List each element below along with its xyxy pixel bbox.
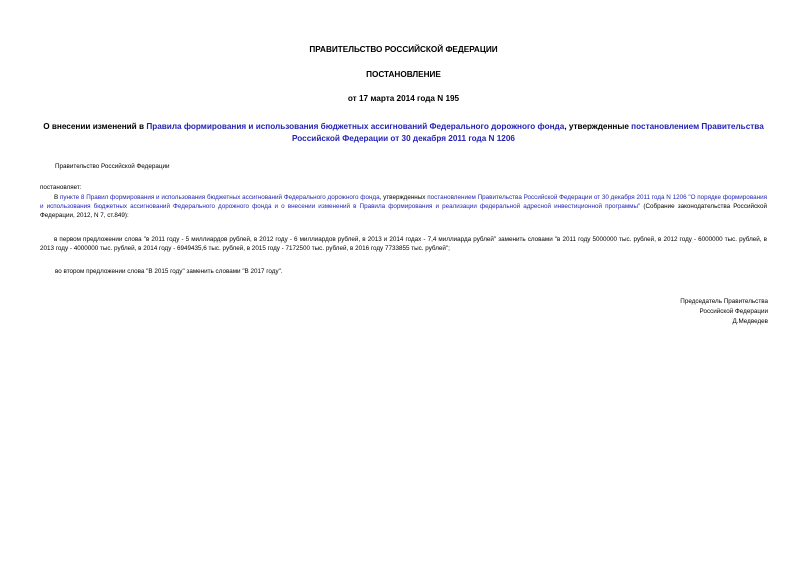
signature-name: Д.Медведев: [732, 317, 768, 325]
document-type-heading: ПОСТАНОВЛЕНИЕ: [366, 70, 441, 79]
main-paragraph: [40, 193, 767, 221]
main-suffix: (Собрание законодательства Российской Федерации, 2012, N 7, ст.849):: [40, 203, 767, 220]
resolution-1206-link[interactable]: постановлением Правительства Российской Федерации от 30 декабря 2011 года N 1206 "О порядке формирования и использования бюджетных ассигнований Федерального дорожного фонда и о внесении изменений в Правила формирования и реализации федеральной адресной инвестиционной программы": [40, 194, 767, 211]
title-prefix: О внесении изменений в: [43, 122, 147, 131]
signature-position-line1: Председатель Правительства: [680, 298, 768, 305]
government-line: Правительство Российской Федерации: [55, 163, 170, 170]
signature-position-line2: Российской Федерации: [699, 307, 768, 315]
resolution-link[interactable]: постановлением Правительства Российской Федерации от 30 декабря 2011 года N 1206: [292, 122, 764, 143]
signature-block: [680, 297, 768, 326]
date-number-heading: от 17 марта 2014 года N 195: [347, 94, 460, 103]
main-prefix: В: [54, 194, 60, 201]
first-sentence-amendment: в первом предложении слова "в 2011 году - 5 миллиардов рублей, в 2012 году - 6 миллиардов рублей, в 2013 и 2014 годах - 7,4 миллиарда рублей" заменить словами "в 2011 году 5000000 тыс. рублей, в 2012 году - 6000000 тыс. рублей, в 2013 году - 4000000 тыс. рублей, в 2014 году - 6949435,6 тыс. рублей, в 2015 году - 7172500 тыс. рублей, в 2016 году 7733855 тыс. рублей";: [40, 236, 767, 253]
decrees-line: постановляет:: [40, 184, 82, 191]
title-middle: , утвержденные: [564, 122, 632, 131]
second-sentence-amendment: во втором предложении слова "В 2015 году" заменить словами "В 2017 году".: [55, 268, 283, 275]
main-middle: , утвержденных: [379, 194, 428, 201]
rules-link[interactable]: Правила формирования и использования бюджетных ассигнований Федерального дорожного фонда: [146, 122, 565, 131]
government-heading: ПРАВИТЕЛЬСТВО РОССИЙСКОЙ ФЕДЕРАЦИИ: [309, 45, 498, 54]
document-title: [40, 121, 767, 144]
point-8-link[interactable]: пункте 8 Правил формирования и использования бюджетных ассигнований Федерального дорожного фонда: [59, 194, 380, 201]
